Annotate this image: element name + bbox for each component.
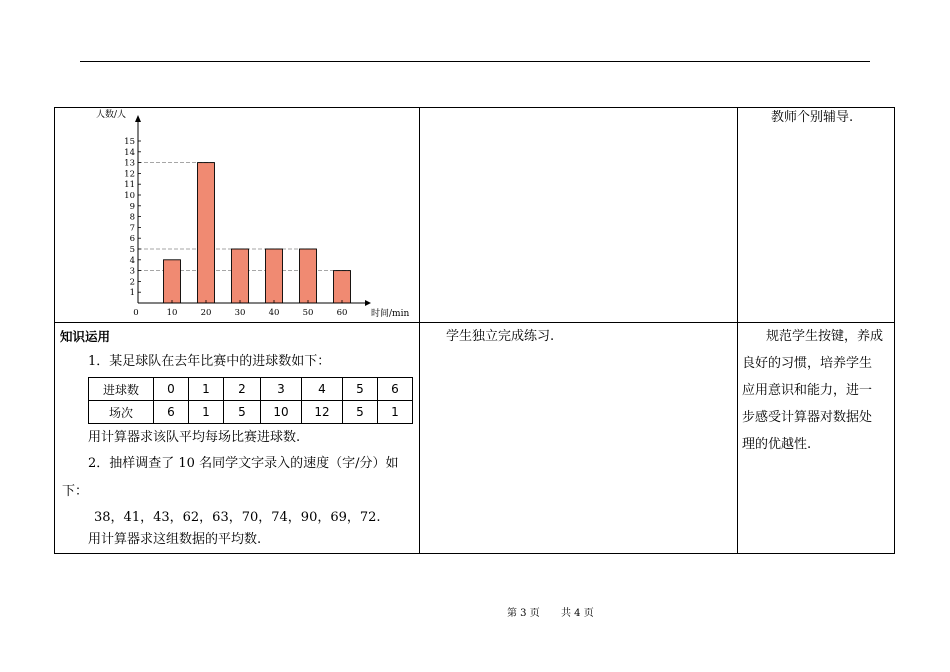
- x-tick-label: 20: [200, 308, 212, 318]
- y-tick-label: 14: [124, 147, 135, 158]
- table-row-label: 场次: [89, 401, 154, 424]
- y-tick-label: 12: [124, 169, 135, 180]
- table-cell: 0: [154, 378, 189, 401]
- table-row: [89, 401, 413, 424]
- row-divider: [55, 322, 894, 323]
- design-intent-line: 良好的习惯，培养学生: [742, 356, 873, 371]
- column-divider: [737, 108, 738, 553]
- y-tick-label: 15: [124, 137, 135, 147]
- x-tick-label: 50: [302, 308, 314, 318]
- question-1-task: 用计算器求该队平均每场比赛进球数.: [88, 430, 301, 445]
- bar: [198, 163, 215, 303]
- y-axis-arrow: [135, 115, 141, 122]
- table-cell: 12: [302, 401, 343, 424]
- y-tick-label: 10: [124, 191, 135, 201]
- column-divider: [419, 108, 420, 553]
- section-heading: 知识运用: [60, 329, 111, 344]
- y-tick-label: 13: [124, 158, 135, 169]
- page-number: 第 3 页: [507, 608, 540, 619]
- histogram-chart: [56, 108, 416, 322]
- x-axis-label: 时间/min: [371, 309, 410, 319]
- design-intent-line: 理的优越性.: [742, 437, 812, 452]
- table-cell: 5: [343, 401, 378, 424]
- table-cell: 4: [302, 378, 343, 401]
- table-header-label: 进球数: [89, 378, 154, 401]
- y-axis-label: 人数/人: [96, 110, 127, 120]
- question-2-data: 38，41，43，62，63，70，74，90，69，72.: [94, 510, 381, 525]
- y-tick-label: 5: [129, 245, 135, 255]
- page-total: 共 4 页: [561, 608, 594, 619]
- table-cell: 5: [343, 378, 378, 401]
- y-tick-label: 6: [129, 234, 135, 245]
- table-cell: 3: [261, 378, 302, 401]
- bar: [334, 271, 351, 303]
- x-tick-label: 60: [336, 308, 348, 318]
- question-1: 1．某足球队在去年比赛中的进球数如下：: [88, 354, 331, 369]
- student-activity-text: 学生独立完成练习.: [446, 329, 555, 344]
- x-tick-label: 10: [166, 308, 178, 318]
- table-cell: 10: [261, 401, 302, 424]
- table-cell: 6: [378, 378, 413, 401]
- y-tick-label: 2: [129, 277, 135, 288]
- y-tick-label: 7: [129, 223, 135, 234]
- table-cell: 6: [154, 401, 189, 424]
- x-tick-label: 0: [133, 308, 139, 318]
- bar: [164, 260, 181, 303]
- y-tick-label: 4: [129, 255, 135, 266]
- x-axis-arrow: [365, 300, 371, 306]
- question-2-line-2: 下：: [62, 484, 89, 499]
- table-cell: 1: [378, 401, 413, 424]
- y-tick-label: 11: [124, 180, 135, 191]
- question-2-task: 用计算器求这组数据的平均数.: [88, 532, 262, 547]
- table-cell: 2: [224, 378, 261, 401]
- x-tick-label: 40: [268, 308, 280, 318]
- design-intent-line: 应用意识和能力，进一: [742, 383, 873, 398]
- y-tick-label: 9: [129, 201, 135, 212]
- goals-table: [88, 377, 413, 424]
- table-cell: 1: [189, 401, 224, 424]
- x-tick-label: 30: [234, 308, 246, 318]
- y-tick-label: 1: [129, 288, 135, 299]
- design-intent-line: 步感受计算器对数据处: [742, 410, 873, 425]
- teacher-guidance-text: 教师个别辅导.: [771, 110, 854, 125]
- bar: [300, 249, 317, 303]
- table-cell: 5: [224, 401, 261, 424]
- bar: [266, 249, 283, 303]
- table-row: [89, 378, 413, 401]
- y-tick-label: 3: [129, 266, 135, 277]
- table-cell: 1: [189, 378, 224, 401]
- question-2-line-1: 2．抽样调查了 10 名同学文字录入的速度（字/分）如: [88, 456, 399, 471]
- y-tick-label: 8: [129, 212, 135, 223]
- design-intent-line: 规范学生按键，养成: [766, 329, 884, 344]
- header-rule: [80, 61, 870, 62]
- bar: [232, 249, 249, 303]
